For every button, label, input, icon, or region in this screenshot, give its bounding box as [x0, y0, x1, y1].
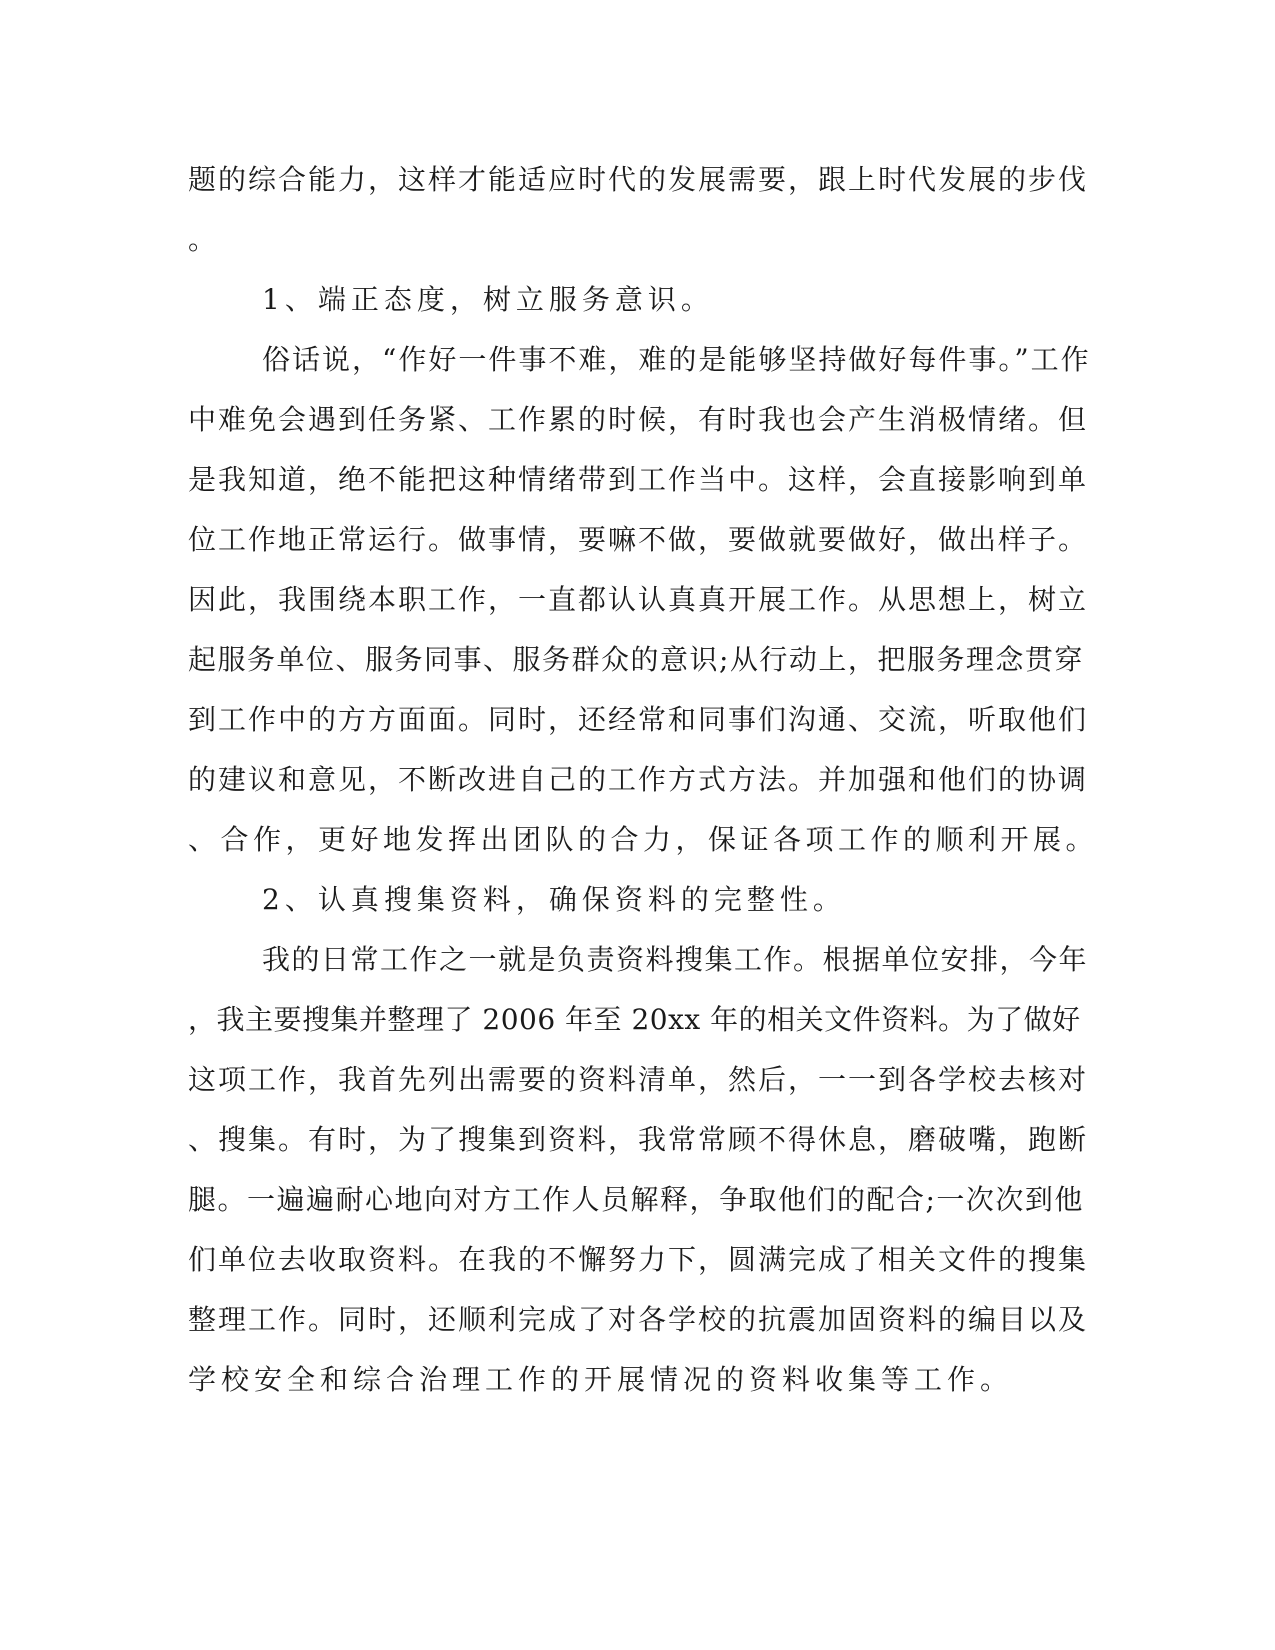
text-line: 题的综合能力，这样才能适应时代的发展需要，跟上时代发展的步伐	[188, 163, 1089, 196]
text-line: 学校安全和综合治理工作的开展情况的资料收集等工作。	[188, 1363, 1014, 1396]
text-line: 到工作中的方方面面。同时，还经常和同事们沟通、交流，听取他们	[188, 703, 1089, 736]
text-line: 俗话说，“作好一件事不难，难的是能够坚持做好每件事。”工作	[262, 343, 1091, 376]
text-line: 这项工作，我首先列出需要的资料清单，然后，一一到各学校去核对	[188, 1063, 1089, 1096]
text-line: 中难免会遇到任务紧、工作累的时候，有时我也会产生消极情绪。但	[188, 403, 1089, 436]
text-line: 、合作，更好地发挥出团队的合力，保证各项工作的顺利开展。	[188, 823, 1099, 856]
text-line: 。	[188, 223, 222, 256]
section-heading: 1、端正态度，树立服务意识。	[262, 283, 714, 316]
text-line: 是我知道，绝不能把这种情绪带到工作当中。这样，会直接影响到单	[188, 463, 1089, 496]
text-line: ，我主要搜集并整理了 2006 年至 20xx 年的相关文件资料。为了做好	[188, 1003, 1081, 1036]
text-line: 起服务单位、服务同事、服务群众的意识;从行动上，把服务理念贯穿	[188, 643, 1084, 676]
text-line: 腿。一遍遍耐心地向对方工作人员解释，争取他们的配合;一次次到他	[188, 1183, 1084, 1216]
text-line: 整理工作。同时，还顺利完成了对各学校的抗震加固资料的编目以及	[188, 1303, 1089, 1336]
text-line: 们单位去收取资料。在我的不懈努力下，圆满完成了相关文件的搜集	[188, 1243, 1089, 1276]
section-heading: 2、认真搜集资料，确保资料的完整性。	[262, 883, 846, 916]
text-line: 因此，我围绕本职工作，一直都认认真真开展工作。从思想上，树立	[188, 583, 1089, 616]
text-line: 我的日常工作之一就是负责资料搜集工作。根据单位安排，今年	[262, 943, 1089, 976]
text-line: 、搜集。有时，为了搜集到资料，我常常顾不得休息，磨破嘴，跑断	[188, 1123, 1089, 1156]
text-line: 位工作地正常运行。做事情，要嘛不做，要做就要做好，做出样子。	[188, 523, 1089, 556]
text-line: 的建议和意见，不断改进自己的工作方式方法。并加强和他们的协调	[188, 763, 1089, 796]
